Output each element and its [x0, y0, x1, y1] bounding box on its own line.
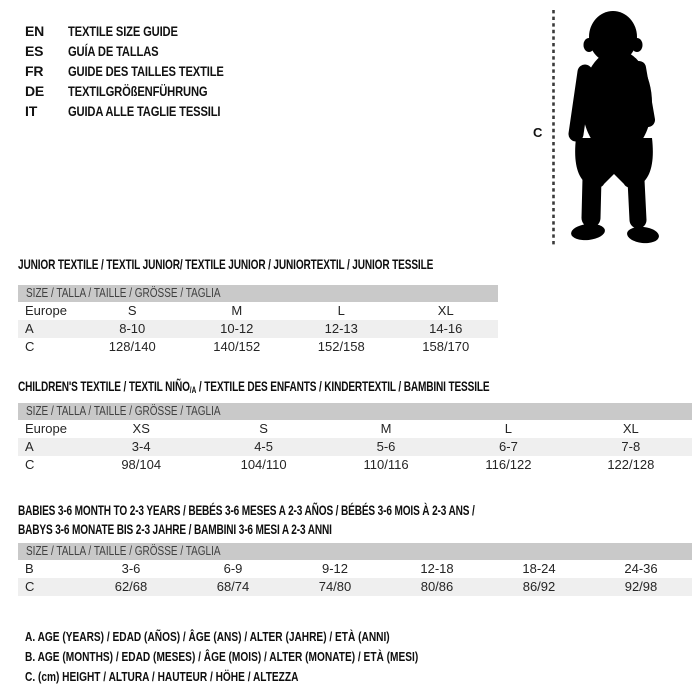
language-row: [25, 101, 263, 121]
junior-size-table: [18, 285, 498, 356]
footnote-b-text: B. AGE (MONTHS) / EDAD (MESES) / ÂGE (MOIS) / ALTER (MONATE) / ETÀ (MESI): [25, 649, 419, 664]
children-table-title-text: [18, 377, 489, 400]
footnote-c: [25, 667, 529, 687]
figure-measure-label: C: [533, 125, 543, 140]
size-cell: 3-6: [121, 561, 141, 576]
size-cell: XL: [437, 303, 454, 318]
babies-title-line1: BABIES 3-6 MONTH TO 2-3 YEARS / BEBÉS 3-6 MESES A 2-3 AÑOS / BÉBÉS 3-6 MOIS À 2-3 ANS /: [18, 502, 475, 518]
babies-table-title: [18, 501, 652, 539]
language-label: TEXTILGRÖßENFÜHRUNG: [68, 83, 208, 99]
table-row: [18, 420, 692, 438]
size-cell: 86/92: [522, 579, 556, 594]
size-figure: [535, 8, 668, 248]
footnote-a: [25, 627, 529, 647]
size-cell: 116/122: [485, 457, 532, 472]
children-size-table: [18, 403, 692, 474]
size-cell: 7-8: [621, 439, 641, 454]
size-cell: S: [259, 421, 268, 436]
row-label: C: [25, 579, 35, 594]
size-header-text: SIZE / TALLA / TAILLE / GRÖSSE / TAGLIA: [26, 404, 221, 418]
children-title-pre: CHILDREN'S TEXTILE / TEXTIL NIÑO: [18, 378, 190, 394]
language-code: FR: [25, 63, 44, 79]
size-cell: M: [380, 421, 392, 436]
language-title-list: [25, 21, 263, 121]
language-label: GUIDA ALLE TAGLIE TESSILI: [68, 103, 221, 119]
baby-silhouette: [570, 11, 659, 245]
row-label: Europe: [25, 303, 67, 318]
size-cell: 80/86: [420, 579, 454, 594]
junior-table-title-text: JUNIOR TEXTILE / TEXTIL JUNIOR/ TEXTILE JUNIOR / JUNIORTEXTIL / JUNIOR TESSILE: [18, 256, 434, 272]
row-label: Europe: [25, 421, 67, 436]
size-cell: 152/158: [317, 339, 365, 354]
size-cell: 24-36: [624, 561, 658, 576]
size-cell: 104/110: [240, 457, 287, 472]
table-row: [18, 338, 498, 356]
size-header-text: SIZE / TALLA / TAILLE / GRÖSSE / TAGLIA: [26, 286, 221, 300]
language-code: DE: [25, 83, 45, 99]
size-cell: XL: [622, 421, 639, 436]
size-cell: 5-6: [376, 439, 396, 454]
table-row: [18, 456, 692, 474]
size-cell: 12-18: [420, 561, 454, 576]
size-cell: 62/68: [114, 579, 148, 594]
size-header-bar: [18, 403, 692, 420]
footnote-b: [25, 647, 529, 667]
size-cell: 98/104: [121, 457, 162, 472]
size-cell: XS: [132, 421, 150, 436]
size-cell: 14-16: [429, 321, 463, 336]
table-row: [18, 560, 692, 578]
language-row: [25, 81, 263, 101]
row-label: B: [25, 561, 34, 576]
children-table-title: [18, 377, 673, 400]
language-label: GUÍA DE TALLAS: [68, 43, 159, 59]
size-cell: 128/140: [108, 339, 156, 354]
baby-silhouette-graphic: [535, 8, 668, 248]
size-cell: 158/170: [422, 339, 470, 354]
size-cell: L: [504, 421, 513, 436]
children-title-post: / TEXTILE DES ENFANTS / KINDERTEXTIL / BAMBINI TESSILE: [196, 378, 490, 394]
size-cell: S: [127, 303, 137, 318]
size-cell: L: [337, 303, 345, 318]
size-cell: 6-9: [223, 561, 243, 576]
row-label: A: [25, 439, 34, 454]
row-label: C: [25, 457, 35, 472]
size-cell: 74/80: [318, 579, 352, 594]
babies-title-line2: BABYS 3-6 MONATE BIS 2-3 JAHRE / BAMBINI 3-6 MESI A 2-3 ANNI: [18, 521, 332, 537]
language-row: [25, 41, 263, 61]
size-header-bar: [18, 285, 498, 302]
size-cell: 8-10: [119, 321, 146, 336]
language-code: EN: [25, 23, 45, 39]
footnote-c-text: C. (cm) HEIGHT / ALTURA / HAUTEUR / HÖHE / ALTEZZA: [25, 669, 299, 684]
size-header-text: SIZE / TALLA / TAILLE / GRÖSSE / TAGLIA: [26, 544, 221, 558]
babies-size-table: [18, 543, 692, 596]
size-cell: 68/74: [216, 579, 250, 594]
footnotes: [25, 627, 529, 687]
table-row: [18, 302, 498, 320]
size-cell: M: [231, 303, 243, 318]
junior-table-title: [18, 255, 595, 274]
row-label: A: [25, 321, 34, 336]
row-label: C: [25, 339, 35, 354]
size-cell: 4-5: [254, 439, 273, 454]
footnote-a-text: A. AGE (YEARS) / EDAD (AÑOS) / ÂGE (ANS) / ALTER (JAHRE) / ETÀ (ANNI): [25, 629, 390, 644]
size-cell: 3-4: [131, 439, 151, 454]
size-cell: 92/98: [624, 579, 658, 594]
size-cell: 6-7: [499, 439, 518, 454]
language-row: [25, 21, 263, 41]
size-cell: 9-12: [321, 561, 349, 576]
size-header-bar: [18, 543, 692, 560]
table-row: [18, 438, 692, 456]
language-code: IT: [25, 103, 38, 119]
language-label: TEXTILE SIZE GUIDE: [68, 23, 178, 39]
table-row: [18, 320, 498, 338]
size-cell: 10-12: [220, 321, 254, 336]
size-cell: 140/152: [213, 339, 261, 354]
size-cell: 12-13: [324, 321, 358, 336]
size-cell: 122/128: [607, 457, 655, 472]
children-title-subscript: /A: [189, 385, 197, 395]
language-code: ES: [25, 43, 44, 59]
language-row: [25, 61, 263, 81]
size-cell: 18-24: [522, 561, 556, 576]
language-label: GUIDE DES TAILLES TEXTILE: [68, 63, 224, 79]
size-cell: 110/116: [363, 457, 409, 472]
table-row: [18, 578, 692, 596]
